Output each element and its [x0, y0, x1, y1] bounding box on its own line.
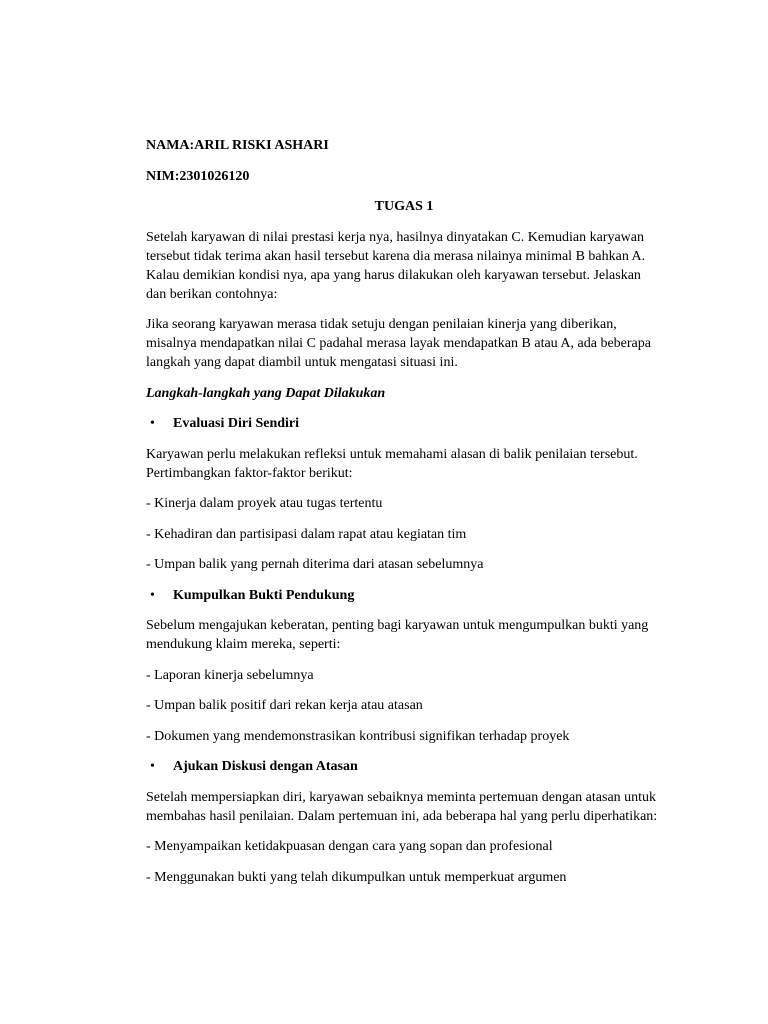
- question-paragraph: Setelah karyawan di nilai prestasi kerja nya, hasilnya dinyatakan C. Kemudian karyawan tersebut tidak terima akan hasil tersebut karena dia merasa nilainya minimal B bahkan A. Kalau demikian kondisi nya, apa yang harus dilakukan oleh karyawan tersebut. Jelaskan dan berikan contohnya:: [146, 229, 646, 302]
- section-heading-label: Kumpulkan Bukti Pendukung: [173, 587, 355, 603]
- list-item: - Dokumen yang mendemonstrasikan kontribusi signifikan terhadap proyek: [146, 728, 570, 744]
- section-heading-evaluasi: [146, 414, 662, 433]
- list-item: - Laporan kinerja sebelumnya: [146, 667, 314, 683]
- document-body: [146, 136, 662, 898]
- list-item: - Kehadiran dan partisipasi dalam rapat atau kegiatan tim: [146, 526, 467, 542]
- section-paragraph: Karyawan perlu melakukan refleksi untuk memahami alasan di balik penilaian tersebut. Pertimbangkan faktor-faktor berikut:: [146, 446, 638, 481]
- intro-paragraph: Jika seorang karyawan merasa tidak setuju dengan penilaian kinerja yang diberikan, misalnya mendapatkan nilai C padahal merasa layak mendapatkan B atau A, ada beberapa langkah yang dapat diambil untuk mengatasi situasi ini.: [146, 317, 651, 370]
- list-item: - Kinerja dalam proyek atau tugas tertentu: [146, 496, 383, 511]
- section-paragraph: Setelah mempersiapkan diri, karyawan sebaiknya meminta pertemuan dengan atasan untuk membahas hasil penilaian. Dalam pertemuan ini, ada beberapa hal yang perlu diperhatikan:: [146, 789, 658, 824]
- section-heading-label: Evaluasi Diri Sendiri: [173, 416, 300, 431]
- assignment-title: TUGAS 1: [374, 199, 434, 214]
- section-heading-bukti: [146, 586, 662, 605]
- bullet-icon: •: [150, 587, 155, 603]
- list-item: - Menyampaikan ketidakpuasan dengan cara yang sopan dan profesional: [146, 839, 553, 854]
- student-nim: NIM:2301026120: [146, 168, 250, 184]
- student-name: NAMA:ARIL RISKI ASHARI: [146, 138, 329, 153]
- list-item: - Umpan balik positif dari rekan kerja atau atasan: [146, 698, 423, 713]
- bullet-icon: •: [150, 416, 155, 431]
- section-paragraph: Sebelum mengajukan keberatan, penting bagi karyawan untuk mengumpulkan bukti yang mendukung klaim mereka, seperti:: [146, 618, 649, 652]
- section-heading-diskusi: [146, 757, 662, 776]
- steps-heading: Langkah-langkah yang Dapat Dilakukan: [146, 385, 386, 401]
- list-item: - Umpan balik yang pernah diterima dari atasan sebelumnya: [146, 557, 484, 572]
- list-item: - Menggunakan bukti yang telah dikumpulkan untuk memperkuat argumen: [146, 869, 567, 885]
- bullet-icon: •: [150, 759, 155, 774]
- section-heading-label: Ajukan Diskusi dengan Atasan: [173, 759, 358, 774]
